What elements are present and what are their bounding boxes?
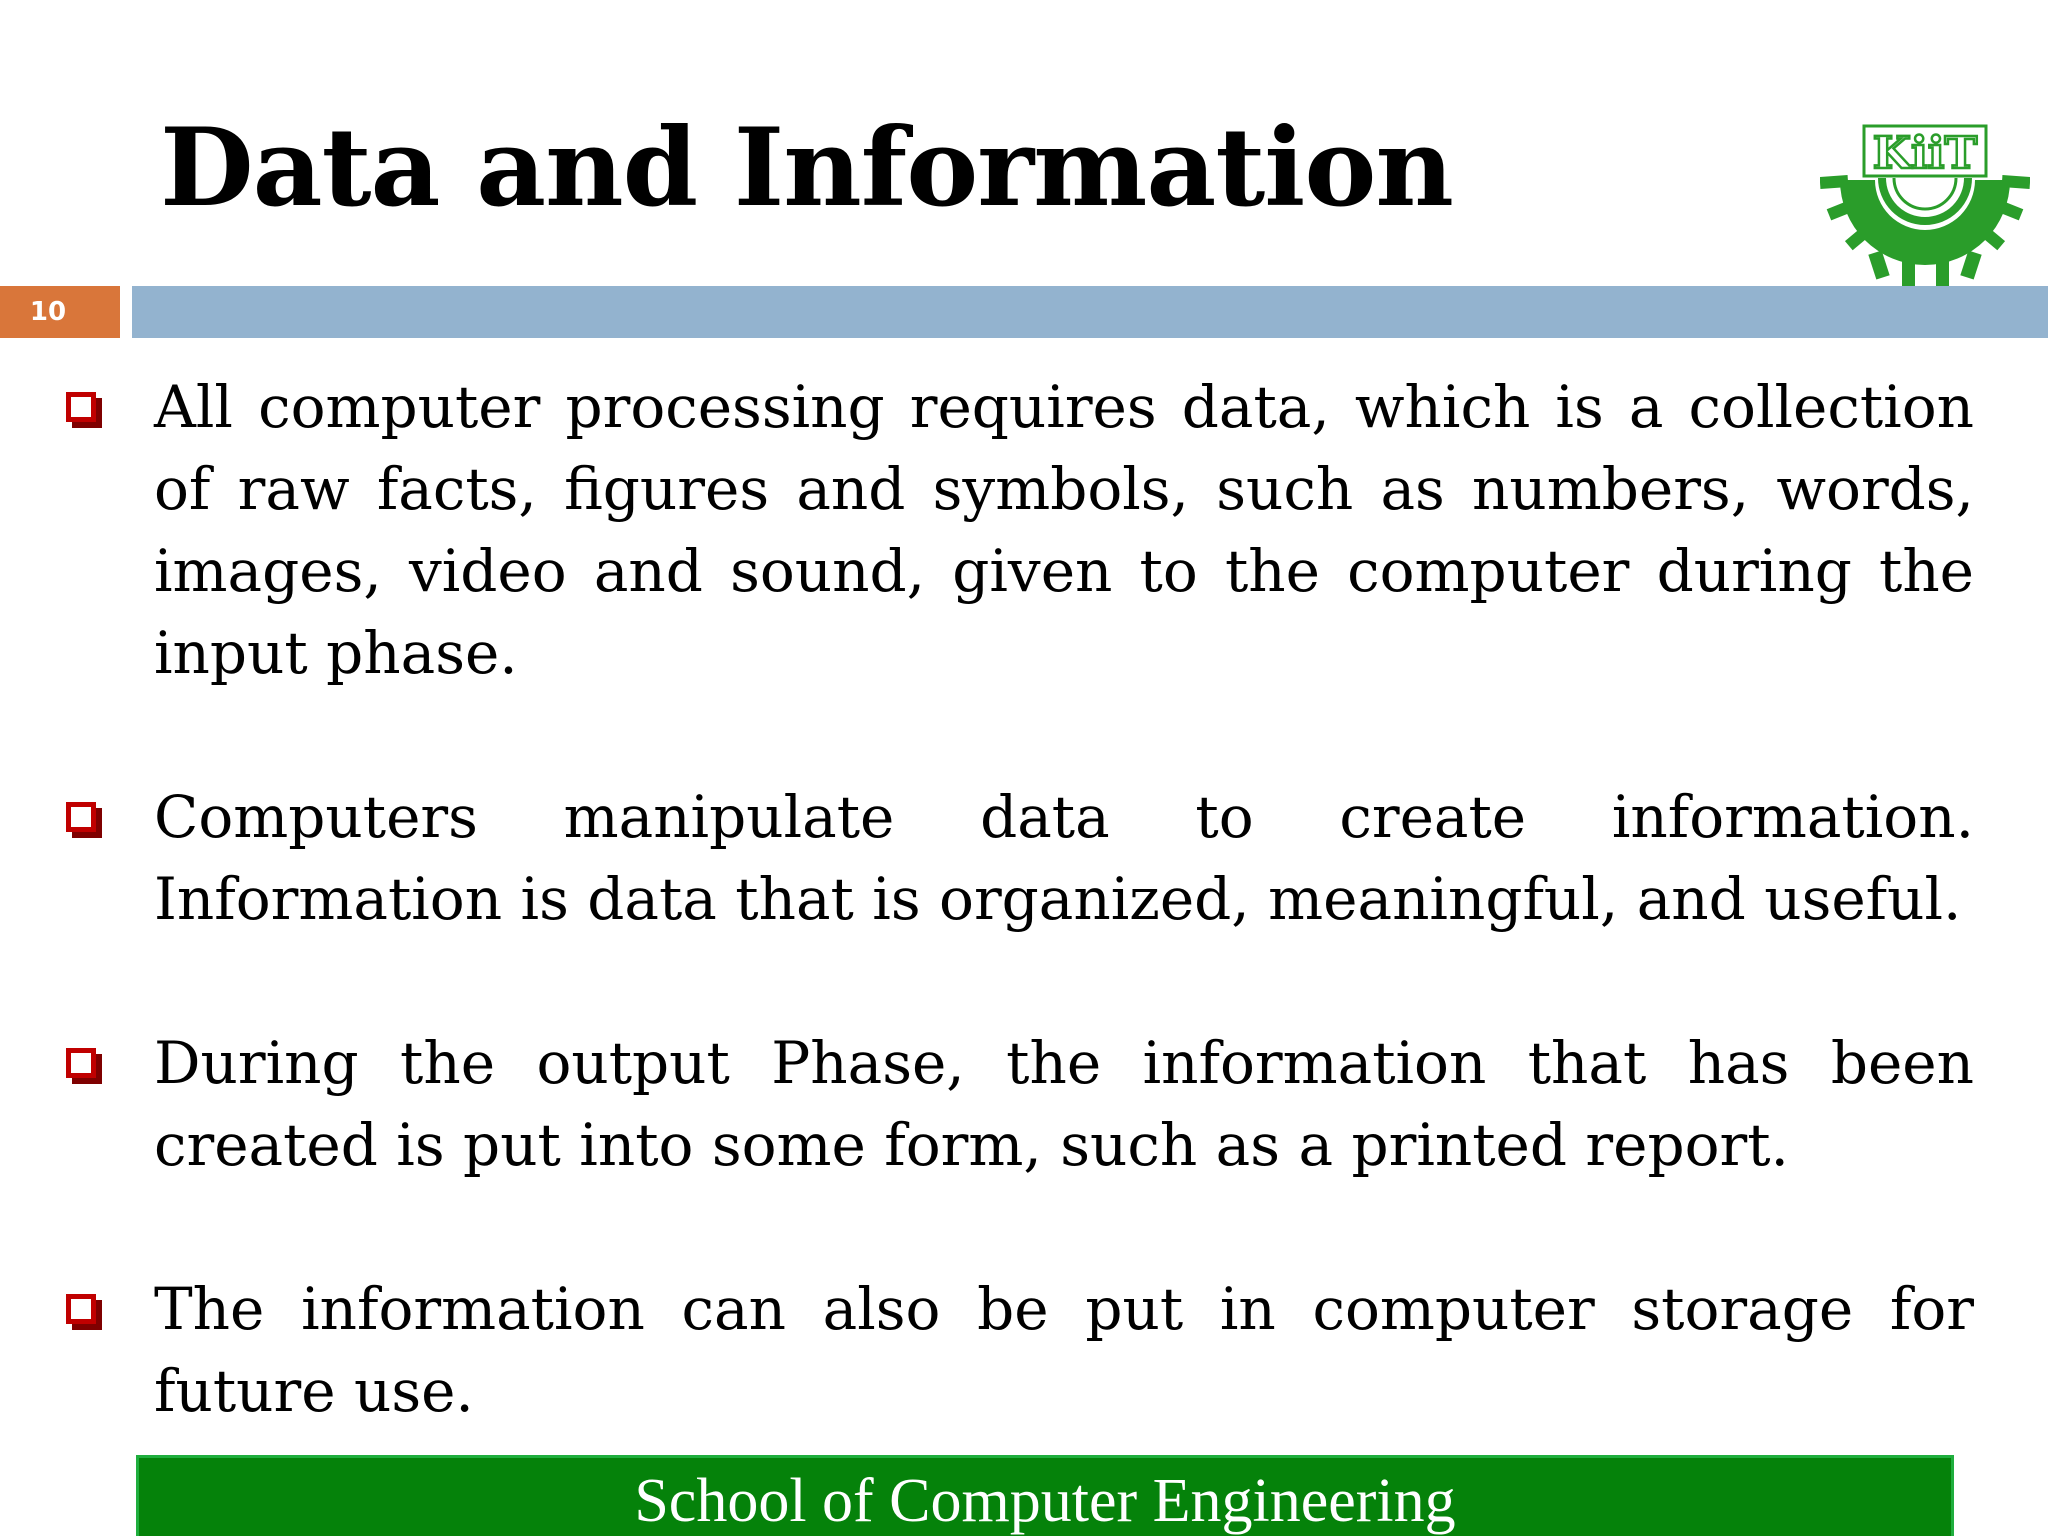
footer-text: School of Computer Engineering	[634, 1467, 1456, 1535]
bullet-text: Computers manipulate data to create information. Information is data that is organized, meaningful, and useful.	[154, 783, 1974, 933]
bullet-text: All computer processing requires data, which is a collection of raw facts, figures and symbols, such as numbers, words, images, video and sound, given to the computer during the input phase.	[154, 373, 1974, 687]
slide-number-text: 10	[29, 297, 67, 327]
footer-bar	[136, 1455, 1954, 1536]
bullet-text: During the output Phase, the information that has been created is put into some form, such as a printed report.	[154, 1029, 1974, 1179]
logo-text: KiiT	[1872, 128, 1978, 179]
checkbox-square-icon	[66, 802, 102, 838]
checkbox-square-icon	[66, 392, 102, 428]
checkbox-square-icon	[66, 1048, 102, 1084]
bullet-text: The information can also be put in computer storage for future use.	[154, 1275, 1974, 1425]
checkbox-square-icon	[66, 1294, 102, 1330]
slide-title: Data and Information	[160, 105, 1453, 231]
